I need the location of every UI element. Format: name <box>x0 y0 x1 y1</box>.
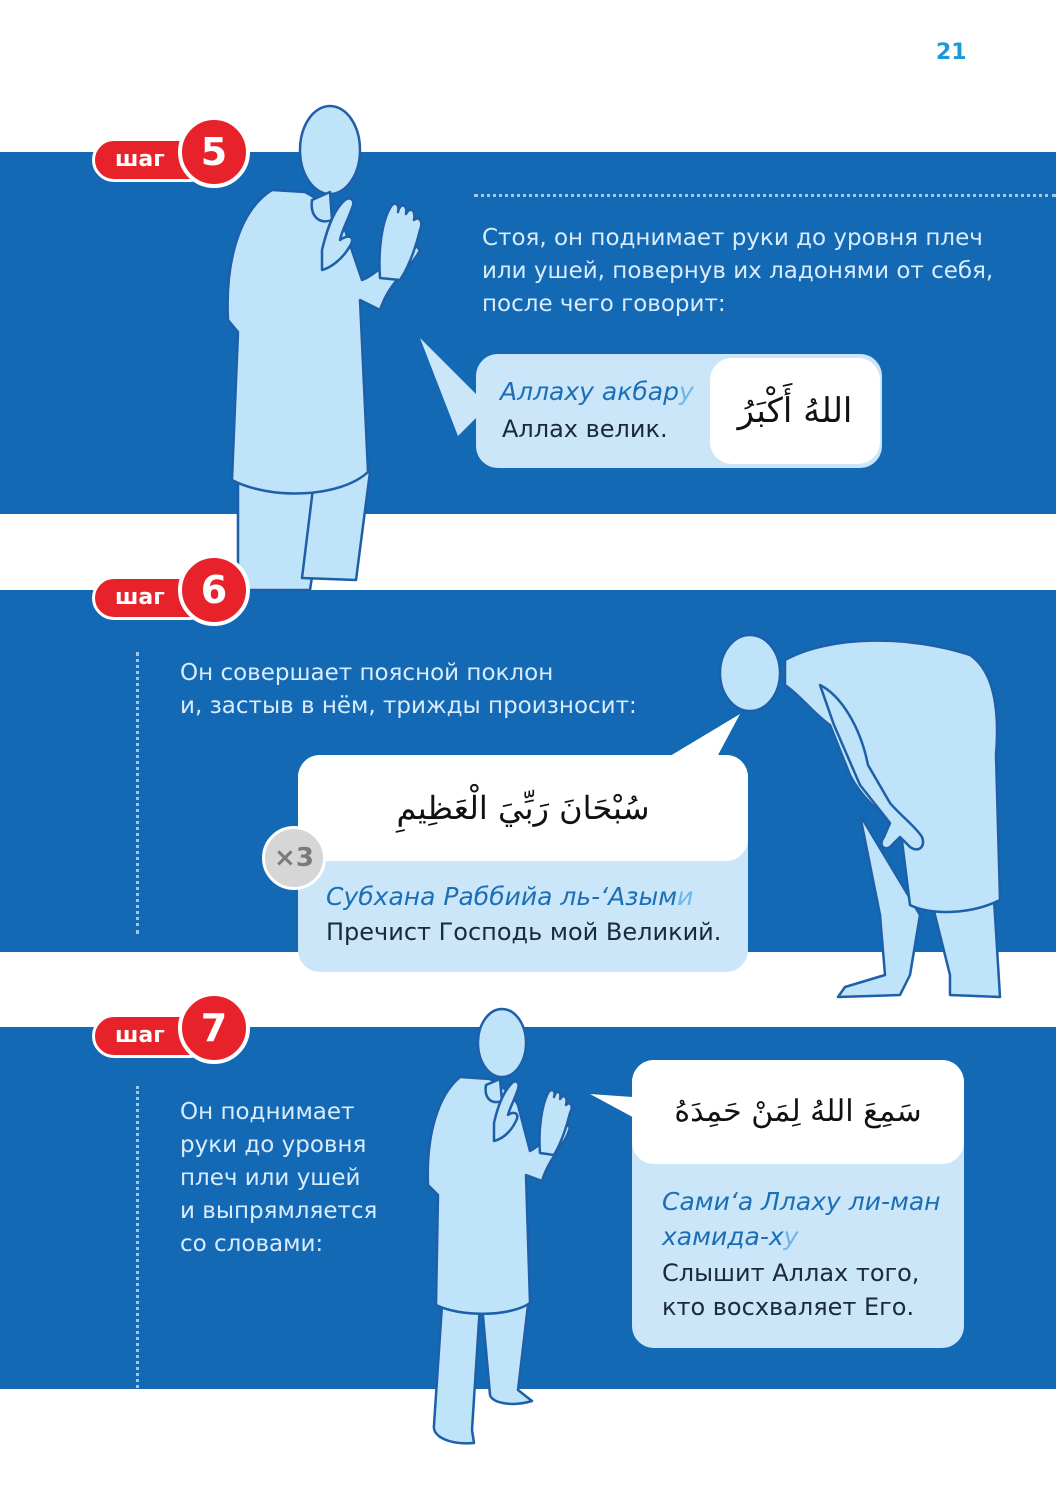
step-7-arabic <box>632 1060 964 1164</box>
step-7-transliteration-line1: Сами‘а Ллаху ли-ман <box>662 1187 941 1216</box>
step-6-arabic <box>298 755 748 861</box>
step-6-transliteration <box>326 879 693 914</box>
repeat-times-badge: ×3 <box>262 826 326 890</box>
step-6-translation: Пречист Господь мой Великий. <box>326 918 722 946</box>
step-5-translation: Аллах велик. <box>502 415 668 443</box>
step-7-transliteration <box>662 1219 798 1254</box>
step-7-description: Он поднимает руки до уровня плеч или ушей и выпрямляется со словами: <box>180 1099 378 1257</box>
standing-figure-raised-hands-icon <box>210 100 450 600</box>
step-number: 7 <box>178 992 250 1064</box>
step-6-speech-bubble <box>298 755 748 972</box>
step-label: шаг <box>115 147 165 172</box>
step-6-description: Он совершает поясной поклон и, застыв в нём, трижды произносит: <box>180 660 637 719</box>
transliteration-main: Субхана Раббийа ль-‘Азым <box>326 882 678 911</box>
step-number: 5 <box>178 116 250 188</box>
transliteration-main: хамида-х <box>662 1222 784 1251</box>
step-5-dotted-rule <box>474 194 1056 197</box>
standing-figure-raised-hands-icon <box>420 1005 590 1450</box>
step-6-dotted-rule <box>136 652 139 934</box>
transliteration-tail: у <box>678 377 694 406</box>
step-7-dotted-rule <box>136 1086 139 1388</box>
step-label: шаг <box>115 585 165 610</box>
arabic-text: سُبْحَانَ رَبِّيَ الْعَظِيمِ <box>396 789 650 827</box>
step-label: шаг <box>115 1023 165 1048</box>
transliteration-tail: и <box>677 882 694 911</box>
transliteration-main: Аллаху акбар <box>500 377 679 406</box>
transliteration-tail: у <box>783 1222 799 1251</box>
step-5-speech-bubble <box>476 354 882 468</box>
arabic-text: اللهُ أَكْبَرُ <box>737 391 853 431</box>
step-5-description: Стоя, он поднимает руки до уровня плеч или ушей, повернув их ладонями от себя, после чего говорит: <box>482 225 994 317</box>
arabic-text: سَمِعَ اللهُ لِمَنْ حَمِدَهُ <box>674 1094 922 1129</box>
bowing-figure-icon <box>710 615 1010 1010</box>
step-5-arabic <box>710 358 880 464</box>
step-7-speech-bubble <box>632 1060 964 1348</box>
step-5-transliteration <box>500 374 694 409</box>
page-number: 21 <box>936 40 967 65</box>
step-number: 6 <box>178 554 250 626</box>
step-7-translation: Слышит Аллах того, кто восхваляет Его. <box>662 1259 920 1321</box>
